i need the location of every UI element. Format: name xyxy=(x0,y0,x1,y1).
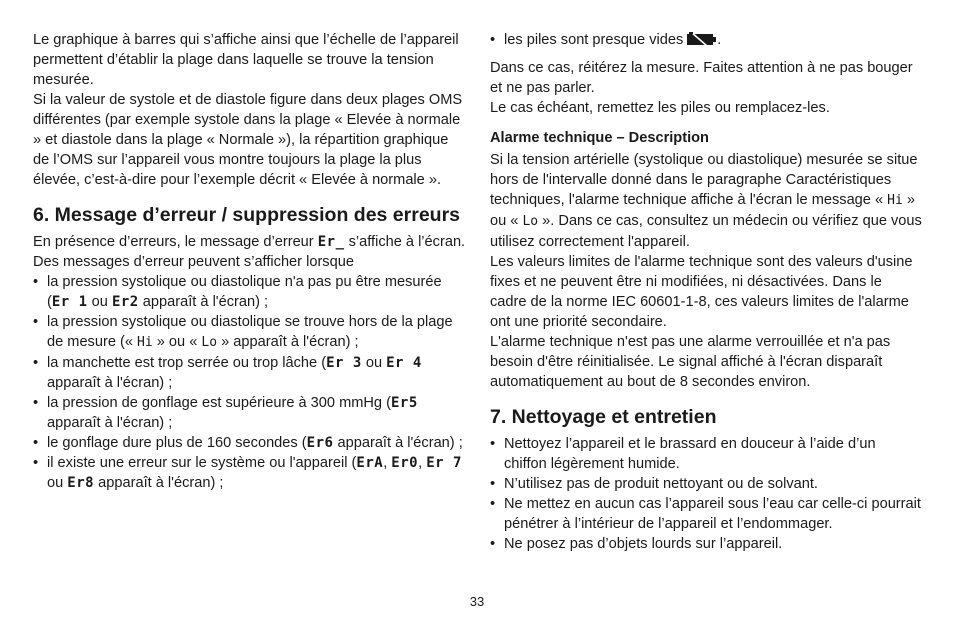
range-code-display: Hi xyxy=(137,335,153,350)
intro-paragraph-1: Le graphique à barres qui s’affiche ainsi que l’échelle de l’appareil permettent d’établir la plage dans laquelle se trouve la tension mesurée. xyxy=(33,32,459,88)
range-code-display: Lo xyxy=(201,335,218,350)
list-item: • la pression de gonflage est supérieure à 300 mmHg (Er5 apparaît à l'écran) ; xyxy=(33,393,467,433)
list-item: • la pression systolique ou diastolique n'a pas pu être mesurée (Er 1 ou Er2 apparaît à l'écran) ; xyxy=(33,272,467,312)
error-code-display: Er6 xyxy=(306,435,334,451)
alarm-paragraph-3: L'alarme technique n'est pas une alarme verrouillée et n'a pas besoin d'être réinitialisée. Le signal affiché à l'écran disparaît automatiquement au bout de 8 secondes environ. xyxy=(490,334,891,390)
list-item: • Nettoyez l’appareil et le brassard en douceur à l’aide d’un chiffon légèrement humide. xyxy=(490,434,922,474)
right-column xyxy=(490,30,922,554)
list-item: • les piles sont presque vides . xyxy=(490,30,922,50)
error-code-display: Er 7 xyxy=(426,455,462,471)
list-item: • le gonflage dure plus de 160 secondes (Er6 apparaît à l'écran) ; xyxy=(33,433,467,453)
list-item: • N’utilisez pas de produit nettoyant ou de solvant. xyxy=(490,474,922,494)
alarm-heading: Alarme technique – Description xyxy=(490,130,709,146)
list-item: • la manchette est trop serrée ou trop lâche (Er 3 ou Er 4 apparaît à l'écran) ; xyxy=(33,353,467,393)
left-column xyxy=(33,30,467,493)
section-7-heading: 7. Nettoyage et entretien xyxy=(490,406,717,428)
range-code-display: Hi xyxy=(887,193,903,208)
list-item: • Ne mettez en aucun cas l’appareil sous l’eau car celle-ci pourrait pénétrer à l’intérieur de l’appareil et l’endommager. xyxy=(490,494,922,534)
list-item: • il existe une erreur sur le système ou l'appareil (ErA, Er0, Er 7 ou Er8 apparaît à l'écran) ; xyxy=(33,453,467,493)
page-number: 33 xyxy=(469,594,485,609)
error-code-display: Er_ xyxy=(317,234,345,250)
alarm-paragraph-2: Les valeurs limites de l'alarme technique sont des valeurs d'usine fixes et ne peuvent être ni modifiées, ni désactivées. Dans le cadre de la norme IEC 60601-1-8, ces valeurs limites de l'alarme ont une priorité secondaire. xyxy=(490,254,913,330)
error-code-display: Er 3 xyxy=(326,355,362,371)
alarm-paragraph-1: Si la tension artérielle (systolique ou diastolique) mesurée se situe hors de l'intervalle donné dans le paragraphe Caractéristiques techniques, l'alarme technique affiche à l'écran le message « Hi » ou « Lo ». Dans ce cas, consultez un médecin ou vérifiez que vous utilisez correctement l'appareil. xyxy=(490,152,922,250)
batteries-paragraph: Le cas échéant, remettez les piles ou remplacez-les. xyxy=(490,100,830,116)
error-code-display: Er8 xyxy=(67,475,95,491)
error-message-paragraph: En présence d’erreurs, le message d’erreur Er_ s’affiche à l’écran. xyxy=(33,234,466,250)
error-code-display: Er2 xyxy=(111,294,139,310)
cleaning-list xyxy=(490,434,922,554)
section-6-heading: 6. Message d’erreur / suppression des erreurs xyxy=(33,204,461,226)
repeat-measurement-paragraph: Dans ce cas, réitérez la mesure. Faites attention à ne pas bouger et ne pas parler. xyxy=(490,60,913,96)
error-code-display: ErA xyxy=(356,455,384,471)
error-code-display: Er5 xyxy=(390,395,418,411)
error-code-display: Er 4 xyxy=(386,355,422,371)
battery-low-icon xyxy=(687,32,717,46)
list-item: • Ne posez pas d’objets lourds sur l’appareil. xyxy=(490,534,922,554)
error-code-display: Er0 xyxy=(391,455,419,471)
range-code-display: Lo xyxy=(522,214,539,229)
error-conditions-list xyxy=(33,272,467,493)
list-item: • la pression systolique ou diastolique se trouve hors de la plage de mesure (« Hi » ou « Lo » apparaît à l'écran) ; xyxy=(33,312,467,353)
battery-list xyxy=(490,30,922,50)
error-conditions-intro: Des messages d’erreur peuvent s’afficher lorsque xyxy=(33,254,354,270)
error-code-display: Er 1 xyxy=(51,294,88,310)
intro-paragraph-2: Si la valeur de systole et de diastole figure dans deux plages OMS différentes (par exemple systole dans la plage « Elevée à normale » et diastole dans la plage « Normale »), la répartition graphique de l’OMS sur l’appareil vous montre toujours la plage la plus élevée, c’est-à-dire pour l’exemple décrit « Elevée à normale ». xyxy=(33,92,463,188)
